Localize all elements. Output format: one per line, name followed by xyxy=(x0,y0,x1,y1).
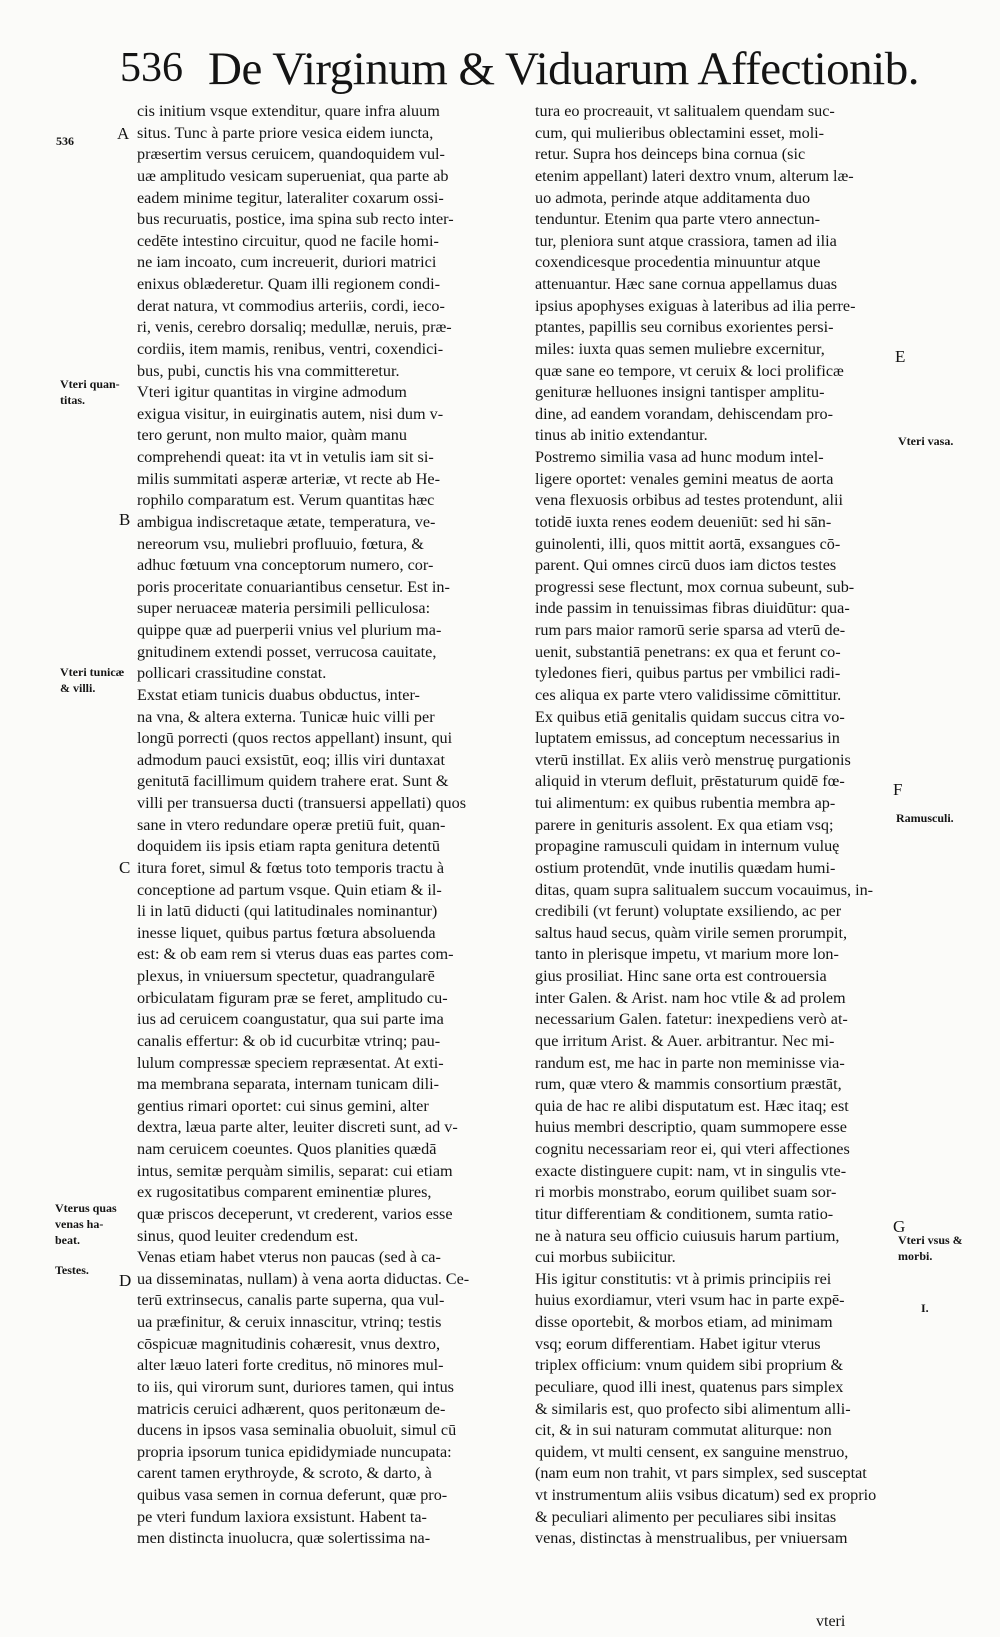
text-line: lulum compressæ speciem repræsentat. At exti- xyxy=(137,1053,444,1072)
text-line: propria ipsorum tunica epididymiade nuncupata: xyxy=(137,1442,452,1461)
text-line: exacte distinguere cupit: nam, vt in singulis vte- xyxy=(535,1161,847,1180)
margin-note: Ramusculi. xyxy=(896,811,954,825)
text-line: etenim appellant) lateri dextro vnum, alterum læ- xyxy=(535,166,854,185)
text-line: coxendicesque procedentia minuuntur atque xyxy=(535,253,821,272)
text-line: uo admota, perinde atque additamenta duo xyxy=(535,188,811,207)
text-line: attenuantur. Hæc sane cornua appellamus duas xyxy=(535,275,838,293)
text-line: & peculiari alimento per peculiares sibi insitas xyxy=(535,1507,837,1526)
text-line: carent tamen erythroyde, & scroto, & darto, à xyxy=(137,1464,432,1483)
text-line: præsertim versus ceruicem, quandoquidem vul- xyxy=(137,145,445,164)
text-line: men distincta inuolucra, quæ solertissima na- xyxy=(137,1529,431,1548)
text-line: totidē iuxta renes eodem deueniūt: sed hi sān- xyxy=(535,512,832,531)
text-line: miles: iuxta quas semen muliebre excernitur, xyxy=(535,339,825,358)
text-line: exigua visitur, in euirginatis autem, nisi dum v- xyxy=(137,404,444,423)
text-line: que irritum Arist. & Auer. arbitrantur. Nec mi- xyxy=(535,1031,835,1050)
text-line: pollicari crassitudine constat. xyxy=(137,664,327,683)
text-line: ius ad ceruicem coangustatur, qua sui parte ima xyxy=(137,1010,444,1029)
margin-note: Vteri vasa. xyxy=(898,434,954,448)
text-line: rophilo comparatum est. Verum quantitas hæc xyxy=(137,491,435,510)
text-line: inesse liquet, quibus partus fœtura absoluenda xyxy=(137,923,436,942)
text-line: admodum pauci exsistūt, eoq; illis viri duntaxat xyxy=(137,750,445,769)
text-line: genituræ helluones insigni tantisper amplitu- xyxy=(535,383,825,402)
text-line: ne iam incoato, cum increuerit, duriori matrici xyxy=(137,253,437,272)
text-line: inde passim in tenuissimas fibras diuidūtur: qua- xyxy=(535,599,850,618)
text-line: genitutā facillimum quidem trahere erat. Sunt & xyxy=(137,772,449,791)
text-line: cui morbus subiicitur. xyxy=(535,1248,676,1267)
text-line: disse oportebit, & morbos etiam, ad minimam xyxy=(535,1313,833,1331)
text-line: to iis, qui virorum sunt, duriores tamen, qui intus xyxy=(137,1377,454,1396)
text-line: cognitu necessariam reor ei, qui vteri affectiones xyxy=(535,1140,850,1158)
text-line: adhuc fœtuum vna conceptorum numero, cor- xyxy=(137,556,434,575)
text-line: conceptione ad partum vsque. Quin etiam & il- xyxy=(137,880,442,899)
text-line: venas, distinctas à menstrualibus, per vniuersam xyxy=(535,1529,848,1548)
text-line: & similaris est, quo profecto sibi alimentum alli- xyxy=(535,1399,851,1418)
text-line: cit, & in sui naturam commutat aliturque: non xyxy=(535,1421,832,1440)
text-line: ri morbis monstrabo, eorum quilibet suam sor- xyxy=(535,1183,837,1202)
text-line: cōspicuæ magnitudinis cohæresit, vnus dextro, xyxy=(137,1334,441,1353)
text-line: ma membrana separata, internam tunicam dili- xyxy=(137,1075,440,1094)
text-line: gentius rimari oportet: cui sinus gemini, alter xyxy=(137,1096,429,1115)
text-line: tura eo procreauit, vt salitualem quendam suc- xyxy=(535,102,835,120)
text-line: super neruaceæ materia persimili pelliculosa: xyxy=(137,599,431,618)
text-line: retur. Supra hos deinceps bina cornua (sic xyxy=(535,145,806,164)
text-line: cis initium vsque extenditur, quare infra aluum xyxy=(137,102,440,120)
text-line: vt instrumentum aliis vsibus dicatum) sed ex proprio xyxy=(535,1486,877,1504)
text-line: ostium protendūt, vnde inutilis quædam humi- xyxy=(535,858,836,877)
text-line: orbiculatam figuram præ se feret, amplitudo cu- xyxy=(137,988,448,1007)
text-line: randum est, me hac in parte non meminisse via- xyxy=(535,1053,845,1072)
section-letter: D xyxy=(119,1271,132,1290)
text-line: Postremo similia vasa ad hunc modum intel- xyxy=(535,448,824,466)
text-line: luptatem emissus, ad conceptum necessarius in xyxy=(535,729,840,748)
text-line: propagine ramusculi quidam in internum vuluę xyxy=(535,837,840,856)
text-line: intus, semitæ perquàm similis, separat: cui etiam xyxy=(137,1161,453,1180)
text-line: situs. Tunc à parte priore vesica eidem iuncta, xyxy=(137,123,434,142)
text-line: longū porrecti (quos rectos appellant) insunt, qui xyxy=(137,729,453,748)
catchword: vteri xyxy=(816,1613,846,1630)
text-line: quia de hac re alibi disputatum est. Hæc itaq; est xyxy=(535,1096,849,1115)
section-letter: E xyxy=(895,347,906,366)
text-line: ligere oportet: venales gemini meatus de aorta xyxy=(535,469,834,488)
text-line: eadem minime tegitur, lateraliter coxarum ossi- xyxy=(137,188,444,207)
text-line: na vna, & altera externa. Tunicæ huic villi per xyxy=(137,707,435,726)
text-line: ambigua indiscretaque ætate, temperatura, ve- xyxy=(137,512,436,531)
text-line: guinolenti, illi, quos mittit aortā, exsangues cō- xyxy=(535,534,841,553)
text-line: canalis effertur: & ob id cucurbitæ vtrinq; pau- xyxy=(137,1031,441,1050)
section-letter: C xyxy=(119,858,131,877)
text-line: ces aliqua ex parte vtero validissime cōmittitur. xyxy=(535,685,842,704)
text-line: dextra, læua parte alter, leuiter discreti sunt, ad v- xyxy=(137,1118,458,1137)
text-line: tero gerunt, non multo maior, quàm manu xyxy=(137,426,407,445)
margin-note: Vteri quan- titas. xyxy=(60,377,120,407)
text-line: vsq; eorum differentiam. Habet igitur vterus xyxy=(535,1334,821,1353)
text-line: derat natura, vt commodius arteriis, cordi, ieco- xyxy=(137,296,445,315)
text-line: vterū instillat. Ex aliis verò menstruę purgationis xyxy=(535,750,851,769)
text-line: alter læuo lateri forte creditus, nō minores mul- xyxy=(137,1356,444,1375)
text-line: peculiare, quod illi inest, quatenus pars simplex xyxy=(535,1377,844,1396)
text-line: li in latū diducti (qui latitudinales nominantur) xyxy=(137,902,438,921)
running-title: De Virginum & Viduarum Affectionib. xyxy=(208,43,919,95)
margin-note: Testes. xyxy=(55,1263,89,1277)
text-line: necessarium Galen. fatetur: inexpediens verò at- xyxy=(535,1010,848,1029)
text-line: doquidem iis ipsis etiam rapta genitura detentū xyxy=(137,837,440,856)
section-letter: G xyxy=(893,1217,906,1236)
text-line: inter Galen. & Arist. nam hoc vtile & ad prolem xyxy=(535,988,846,1007)
text-line: Exstat etiam tunicis duabus obductus, inter- xyxy=(137,685,420,704)
text-line: milis summitati asperæ arteriæ, vt recte ab He- xyxy=(137,469,440,488)
text-line: ri, venis, cerebro dorsaliq; medullæ, neruis, præ- xyxy=(137,318,452,337)
text-line: tyledones fieri, quibus partus per vmbilici radi- xyxy=(535,664,841,683)
text-line: matricis ceruici adhærent, quos peritonæum de- xyxy=(137,1399,446,1418)
text-line: villi per transuersa ducti (transuersi appellati) quos xyxy=(137,794,467,812)
text-line: huius exordiamur, vteri vsum hac in parte expē- xyxy=(535,1291,845,1310)
text-line: Vteri igitur quantitas in virgine admodum xyxy=(137,383,407,402)
text-line: ducens in ipsos vasa seminalia obuoluit, simul cū xyxy=(137,1421,457,1440)
margin-note: Vteri vsus & morbi. xyxy=(898,1233,963,1263)
text-line: aliquid in vterum defluit, prēstaturum quidē fœ- xyxy=(535,772,845,791)
page-number: 536 xyxy=(120,45,183,91)
text-line: saltus haud secus, quàm virile semen prorumpit, xyxy=(535,923,847,942)
text-line: quippe quæ ad puerperii vnius vel plurium ma- xyxy=(137,621,442,639)
section-letter: A xyxy=(117,124,130,143)
text-line: ne à natura seu officio cuiusuis harum partium, xyxy=(535,1226,840,1245)
text-line: enixus oblæderetur. Quam illi regionem condi- xyxy=(137,275,441,293)
text-line: huius membri descriptio, quam summopere esse xyxy=(535,1118,847,1137)
text-line: ptantes, papillis seu cornibus exorientes persi- xyxy=(535,318,834,337)
text-line: ua præfinitur, & ceruix innascitur, vtrinq; testis xyxy=(137,1313,442,1331)
text-line: rum, quæ vtero & mammis consortium præstāt, xyxy=(535,1075,842,1094)
text-line: vena flexuosis orbibus ad testes protendunt, alii xyxy=(535,491,843,510)
text-line: triplex officium: vnum quidem sibi proprium & xyxy=(535,1356,844,1375)
margin-note: I. xyxy=(921,1301,929,1315)
text-line: titur differentiam & conditionem, sumta ratio- xyxy=(535,1204,834,1223)
text-line: cum, qui mulieribus oblectamini esset, moli- xyxy=(535,123,825,142)
text-line: quibus vasa semen in cornua deferunt, quæ pro- xyxy=(137,1486,448,1504)
text-line: His igitur constitutis: vt à primis principiis rei xyxy=(535,1269,832,1288)
text-line: tenduntur. Etenim qua parte vtero annectun- xyxy=(535,210,820,229)
text-line: itura foret, simul & fœtus toto temporis tractu à xyxy=(137,858,445,877)
right-text-column xyxy=(535,101,887,1550)
text-line: sinus, quod leuiter credendum est. xyxy=(137,1226,359,1245)
text-line: cedēte intestino circuitur, quod ne facile homi- xyxy=(137,231,439,250)
text-line: cordiis, item mamis, renibus, ventri, coxendici- xyxy=(137,339,444,358)
text-line: quæ priscos deceperunt, vt crederent, varios esse xyxy=(137,1204,453,1223)
text-line: comprehendi queat: ita vt in vetulis iam sit si- xyxy=(137,448,434,466)
text-line: tinus ab initio extendantur. xyxy=(535,426,708,445)
text-line: ditas, quam supra salitualem succum vocauimus, in- xyxy=(535,880,874,899)
text-line: plexus, in vniuersum spectetur, quadrangularē xyxy=(137,967,435,985)
text-line: terū extrinsecus, canalis parte superna, qua vul- xyxy=(137,1291,445,1310)
text-line: uenit, substantiā penetrans: ex qua et ferunt co- xyxy=(535,642,841,661)
text-line: sane in vtero redundare operæ pretiū fuit, quan- xyxy=(137,815,446,834)
text-line: tanto in plerisque impetu, vt marium more lon- xyxy=(535,945,839,964)
text-line: dine, ad eandem vorandam, dehiscendam pro- xyxy=(535,404,834,423)
text-line: nam ceruicem coeuntes. Quos planities quædā xyxy=(137,1140,437,1158)
text-line: gius prosiliat. Hinc sane orta est controuersia xyxy=(535,967,827,985)
text-line: ipsius apophyses exiguas à lateribus ad ilia perre- xyxy=(535,296,856,315)
text-line: uæ amplitudo vesicam superueniat, qua parte ab xyxy=(137,166,449,185)
text-line: Ex quibus etiā genitalis quidam succus citra vo- xyxy=(535,707,845,726)
margin-note: Vteri tunicæ & villi. xyxy=(60,665,125,695)
text-line: pe vteri fundum laxiora exsistunt. Habent ta- xyxy=(137,1507,427,1526)
text-line: parent. Qui omnes circū duos iam dictos testes xyxy=(535,556,837,575)
margin-note: Vterus quas venas ha- beat. xyxy=(55,1201,117,1247)
text-line: quidem, vt multi censent, ex sanguine menstruo, xyxy=(535,1442,849,1461)
page-header xyxy=(120,40,919,96)
text-line: tur, pleniora sunt atque crassiora, tamen ad ilia xyxy=(535,231,837,250)
text-line: est: & ob eam rem si vterus duas eas partes com- xyxy=(137,945,454,964)
text-line: credibili (vt ferunt) voluptate exsiliendo, ac per xyxy=(535,902,842,921)
text-line: quæ sane eo tempore, vt ceruix & loci prolificæ xyxy=(535,361,844,380)
section-letter: F xyxy=(893,780,903,799)
text-line: parere in genituris assolent. Ex qua etiam vsq; xyxy=(535,815,834,834)
text-line: nereorum vsu, muliebri profluuio, fœtura, & xyxy=(137,534,424,553)
left-text-column xyxy=(137,101,500,1550)
margin-note: 536 xyxy=(56,134,74,148)
text-line: (nam eum non trahit, vt pars simplex, sed susceptat xyxy=(535,1464,867,1483)
text-line: rum pars maior ramorū serie sparsa ad vterū de- xyxy=(535,621,846,639)
section-letter: B xyxy=(119,510,131,529)
text-line: Venas etiam habet vterus non paucas (sed à ca- xyxy=(137,1248,441,1267)
text-line: tui alimentum: ex quibus rubentia membra ap- xyxy=(535,794,836,812)
text-line: ex rugositatibus comparent eminentiæ plures, xyxy=(137,1183,432,1202)
text-line: ua disseminatas, nullam) à vena aorta diductas. Ce- xyxy=(137,1269,470,1288)
text-line: progressi sese flectunt, mox cornua subeunt, sub- xyxy=(535,577,855,596)
text-line: bus, pubi, cunctis his vna committeretur. xyxy=(137,361,400,380)
text-line: poris proceritate conuariantibus censetur. Est in- xyxy=(137,577,450,596)
text-line: gnitudinem extendi posset, verrucosa cauitate, xyxy=(137,642,437,661)
text-line: bus recuruatis, postice, ima spina sub recto inter- xyxy=(137,210,454,229)
